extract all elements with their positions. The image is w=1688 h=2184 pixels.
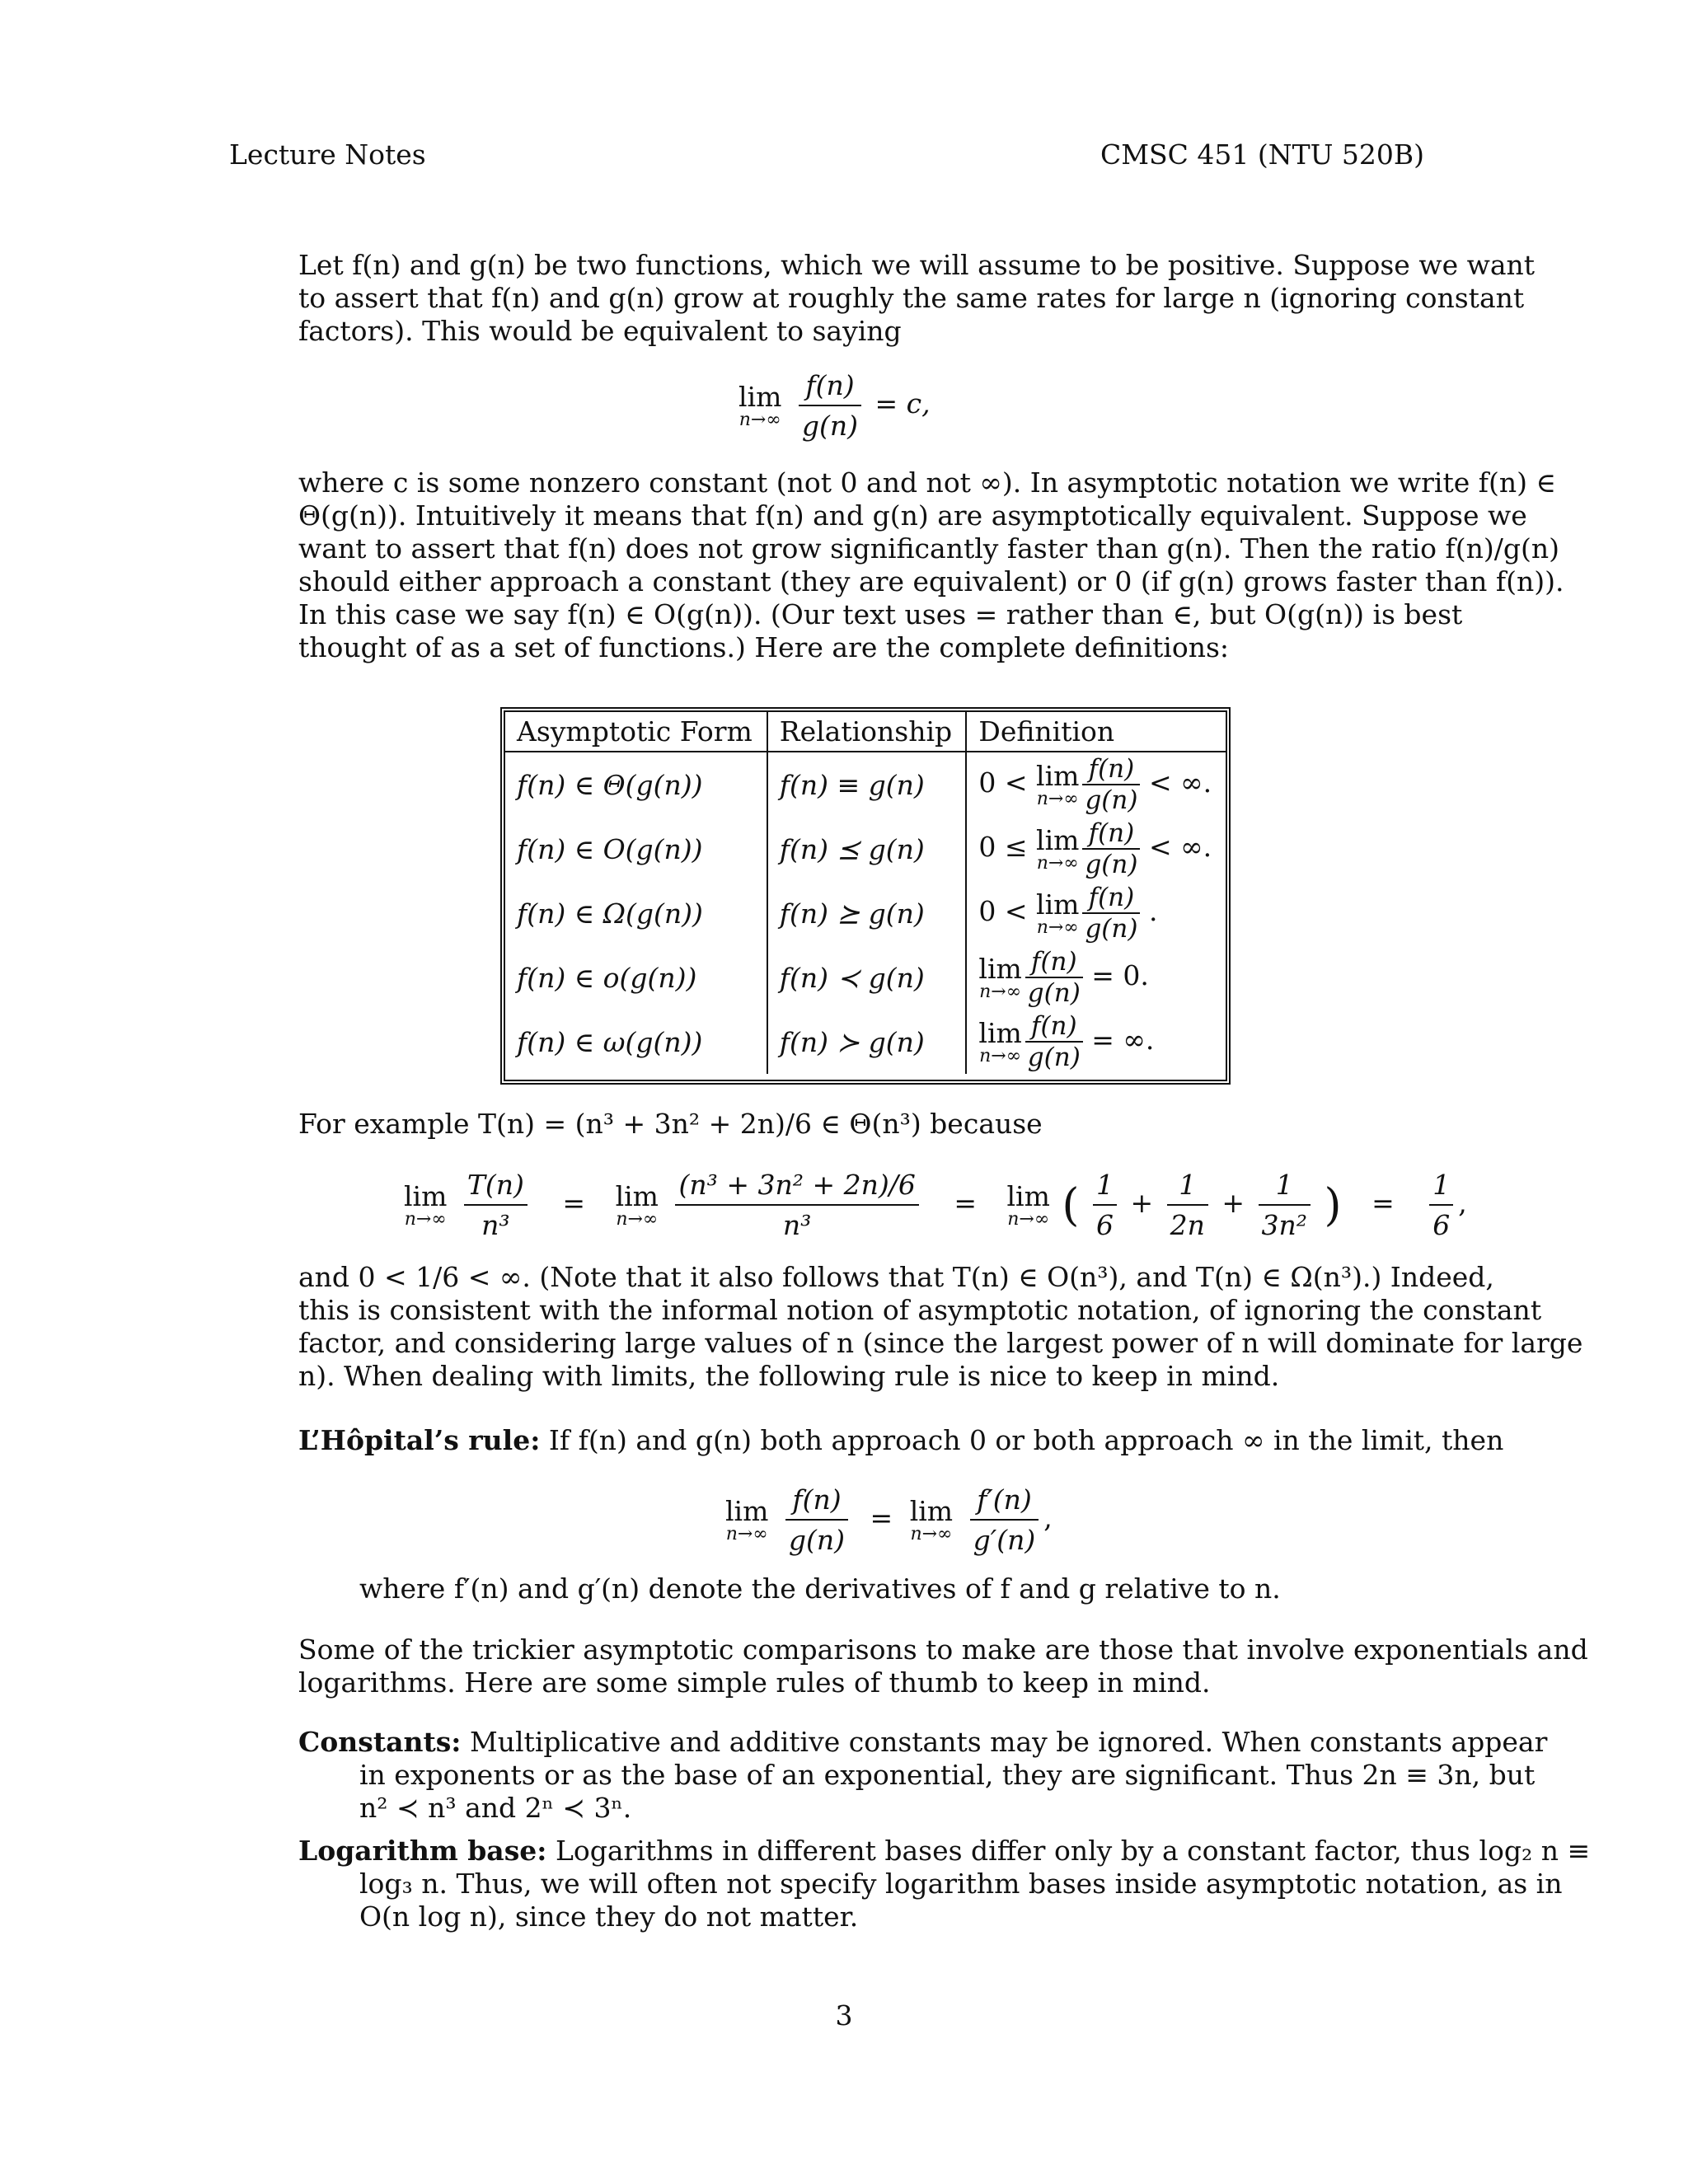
text-line: Some of the trickier asymptotic comparisons to make are those that involve exponentials and bbox=[298, 1633, 1588, 1666]
text-line: this is consistent with the informal notion of asymptotic notation, of ignoring the constant bbox=[298, 1294, 1542, 1326]
cell-relationship: f(n) ≻ g(n) bbox=[767, 1010, 967, 1074]
cell-definition: 0 < lim n→∞ $\frac{f(n)}{g(n)}$ . bbox=[966, 881, 1226, 945]
cell-asymptotic-form: f(n) ∈ Ω(g(n)) bbox=[517, 897, 703, 930]
paragraph-lhopital bbox=[298, 1424, 1504, 1457]
table-row bbox=[505, 945, 1226, 1010]
text-line: logarithms. Here are some simple rules of thumb to keep in mind. bbox=[298, 1666, 1211, 1699]
text-line: factors). This would be equivalent to saying bbox=[298, 315, 902, 347]
table-row bbox=[505, 817, 1226, 881]
column-header-definition: Definition bbox=[966, 712, 1226, 752]
paragraph-rules-intro bbox=[298, 1633, 1588, 1699]
paragraph-definitions bbox=[298, 466, 1564, 664]
text-line: Let f(n) and g(n) be two functions, which we will assume to be positive. Suppose we want bbox=[298, 249, 1536, 281]
paragraph-derivatives: where f′(n) and g′(n) denote the derivatives of f and g relative to n. bbox=[359, 1572, 1281, 1605]
text-line: to assert that f(n) and g(n) grow at roughly the same rates for large n (ignoring constant bbox=[298, 282, 1525, 314]
fraction: $\frac{f(n)}{g(n)}$ bbox=[799, 369, 861, 442]
paragraph-intro bbox=[298, 249, 1536, 348]
running-header-right: CMSC 451 (NTU 520B) bbox=[1100, 138, 1424, 171]
page-number: 3 bbox=[835, 1999, 853, 2032]
rule-logarithm-base bbox=[298, 1835, 1591, 1868]
logbase-label: Logarithm base: bbox=[298, 1835, 547, 1867]
running-header-left: Lecture Notes bbox=[229, 138, 426, 171]
equation-lhopital: lim n→∞ $\frac{f(n)}{g(n)}$ = lim n→∞ $\frac{f'(n)}{g'(n)}$ , bbox=[725, 1483, 1053, 1556]
cell-relationship: f(n) ≺ g(n) bbox=[767, 945, 967, 1010]
cell-asymptotic-form: f(n) ∈ ω(g(n)) bbox=[517, 1025, 703, 1058]
equation-rhs: = c, bbox=[874, 387, 931, 419]
text-line: For example T(n) = (n³ + 3n² + 2n)/6 ∈ Θ(n³) because bbox=[298, 1108, 1043, 1140]
definitions-table bbox=[500, 707, 1231, 1085]
text-line: L’Hôpital’s rule: If f(n) and g(n) both approach 0 or both approach ∞ in the limit, then bbox=[298, 1424, 1504, 1456]
text-line: n). When dealing with limits, the following rule is nice to keep in mind. bbox=[298, 1360, 1280, 1392]
paragraph-consistency bbox=[298, 1261, 1583, 1393]
column-header-form: Asymptotic Form bbox=[505, 712, 767, 752]
lhopital-label: L’Hôpital’s rule: bbox=[298, 1424, 541, 1456]
cell-definition: lim n→∞ $\frac{f(n)}{g(n)}$ = ∞. bbox=[966, 1010, 1226, 1074]
text-line: In this case we say f(n) ∈ O(g(n)). (Our text uses = rather than ∈, but O(g(n)) is best bbox=[298, 598, 1463, 630]
constants-label: Constants: bbox=[298, 1726, 462, 1758]
paragraph-example bbox=[298, 1108, 1424, 1141]
rule-logarithm-cont bbox=[359, 1868, 1563, 1933]
text-line: Θ(g(n)). Intuitively it means that f(n) and g(n) are asymptotically equivalent. Suppose we bbox=[298, 499, 1527, 532]
text-line: Logarithm base: Logarithms in different bases differ only by a constant factor, thus log₂ n ≡ bbox=[298, 1835, 1591, 1867]
cell-asymptotic-form: f(n) ∈ o(g(n)) bbox=[517, 961, 697, 994]
cell-relationship: f(n) ≡ g(n) bbox=[767, 752, 967, 817]
text-line: log₃ n. Thus, we will often not specify logarithm bases inside asymptotic notation, as in bbox=[359, 1868, 1563, 1900]
cell-asymptotic-form: f(n) ∈ Θ(g(n)) bbox=[517, 768, 703, 801]
text-line: in exponents or as the base of an exponential, they are significant. Thus 2n ≡ 3n, but bbox=[359, 1759, 1536, 1791]
cell-definition: 0 ≤ lim n→∞ $\frac{f(n)}{g(n)}$ < ∞. bbox=[966, 817, 1226, 881]
text-line: should either approach a constant (they are equivalent) or 0 (if g(n) grows faster than f(n)). bbox=[298, 565, 1564, 598]
text-line: O(n log n), since they do not matter. bbox=[359, 1900, 859, 1933]
rule-constants-cont bbox=[359, 1759, 1536, 1825]
column-header-relationship: Relationship bbox=[767, 712, 967, 752]
cell-relationship: f(n) ⪯ g(n) bbox=[767, 817, 967, 881]
cell-definition: lim n→∞ $\frac{f(n)}{g(n)}$ = 0. bbox=[966, 945, 1226, 1010]
text-line: Constants: Multiplicative and additive constants may be ignored. When constants appear bbox=[298, 1726, 1548, 1758]
text-line: thought of as a set of functions.) Here are the complete definitions: bbox=[298, 631, 1230, 663]
rule-constants bbox=[298, 1726, 1548, 1759]
table-row bbox=[505, 1010, 1226, 1074]
cell-definition: 0 < lim n→∞ $\frac{f(n)}{g(n)}$ < ∞. bbox=[966, 752, 1226, 817]
equation-example-limit: lim n→∞ $\frac{T(n)}{\text{n³}}$ = lim n→∞ $\frac{\text{(n³ + 3n² + 2n)/6}}{\text{n³}}$ = lim n→∞ ( $\frac{1}{6}$ + $\frac{1}{2n}$ + $\frac{1}{\text{3n²}}$ ) = $\frac{1}{6}$ , bbox=[404, 1169, 1467, 1241]
text-line: n² ≺ n³ and 2ⁿ ≺ 3ⁿ. bbox=[359, 1792, 632, 1824]
equation-limit-ratio bbox=[738, 369, 931, 442]
limit-operator: lim n→∞ bbox=[738, 381, 782, 430]
text-line: want to assert that f(n) does not grow significantly faster than g(n). Then the ratio f(n)/g(n) bbox=[298, 532, 1559, 565]
text-line: where c is some nonzero constant (not 0 and not ∞). In asymptotic notation we write f(n) ∈ bbox=[298, 466, 1556, 499]
text-line: factor, and considering large values of n (since the largest power of n will dominate for large bbox=[298, 1327, 1583, 1359]
cell-asymptotic-form: f(n) ∈ O(g(n)) bbox=[517, 832, 703, 865]
cell-relationship: f(n) ⪰ g(n) bbox=[767, 881, 967, 945]
table-row bbox=[505, 881, 1226, 945]
table-row bbox=[505, 752, 1226, 817]
text-line: and 0 < 1/6 < ∞. (Note that it also follows that T(n) ∈ O(n³), and T(n) ∈ Ω(n³).) Indeed, bbox=[298, 1261, 1494, 1293]
